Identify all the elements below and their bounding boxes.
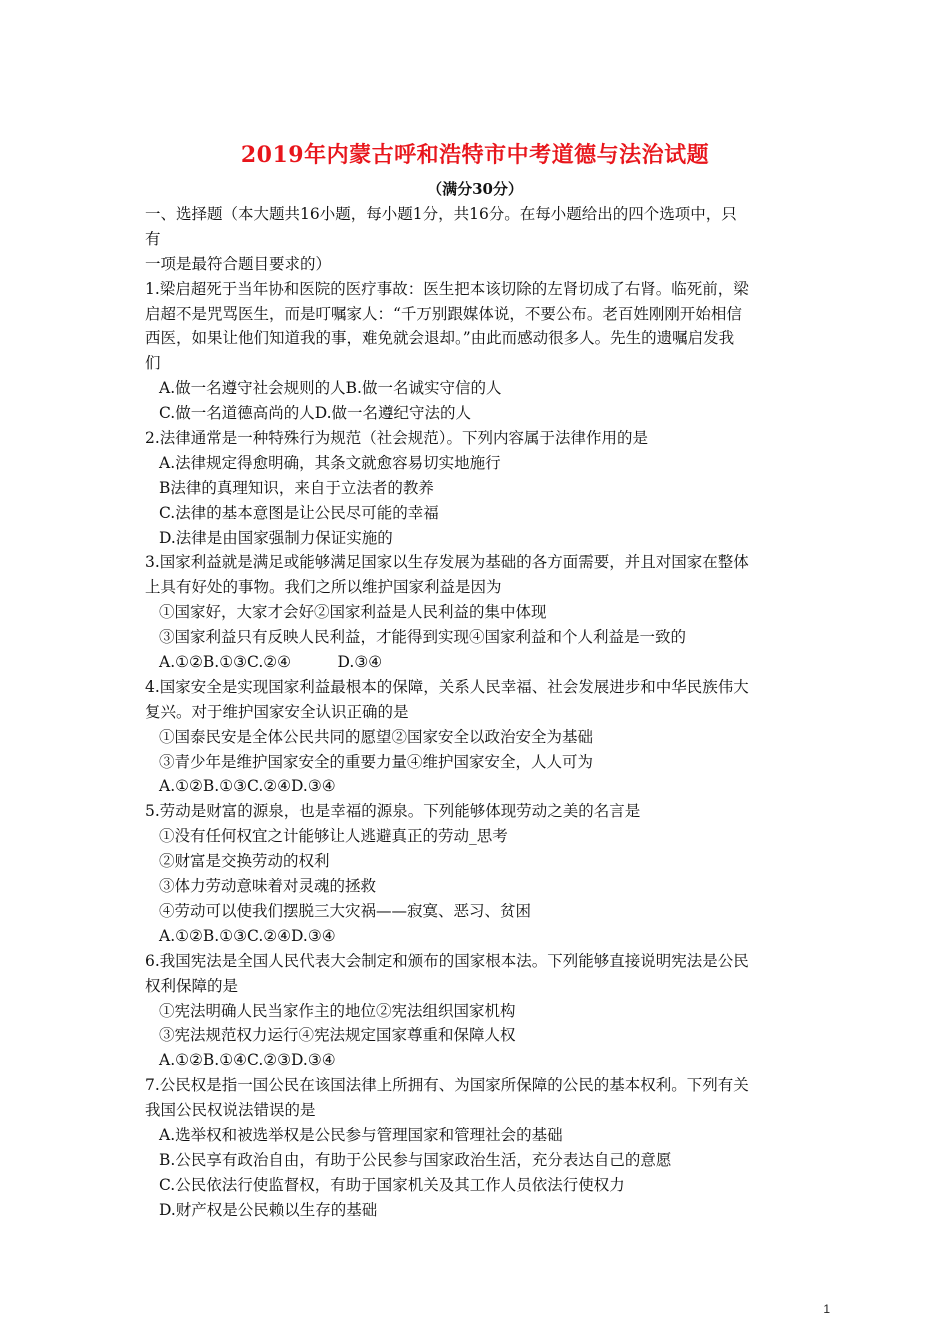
question-option-line: A.①②B.①③C.②④D.③④ [159, 777, 336, 796]
section-heading-line-3: 一项是最符合题目要求的） [145, 254, 332, 273]
question-option-line: A.选举权和被选举权是公民参与管理国家和管理社会的基础 [159, 1125, 563, 1144]
question-option-line: A.法律规定得愈明确，其条文就愈容易切实地施行 [159, 453, 501, 472]
question-option-line: ③青少年是维护国家安全的重要力量④维护国家安全，人人可为 [159, 752, 594, 771]
question-option-line: ③宪法规范权力运行④宪法规定国家尊重和保障人权 [159, 1026, 516, 1045]
question-option-line: ④劳动可以使我们摆脱三大灾祸——寂寞、恶习、贫困 [159, 901, 532, 920]
question-stem-line: 7.公民权是指一国公民在该国法律上所拥有、为国家所保障的公民的基本权利。下列有关 [145, 1076, 749, 1095]
question-option-line: A.①②B.①④C.②③D.③④ [159, 1051, 336, 1070]
question-stem-line: 2.法律通常是一种特殊行为规范（社会规范）。下列内容属于法律作用的是 [145, 429, 649, 448]
question-option-line: ②财富是交换劳动的权利 [159, 852, 330, 871]
question-stem-line: 上具有好处的事物。我们之所以维护国家利益是因为 [145, 578, 502, 597]
question-option-line: D.法律是由国家强制力保证实施的 [159, 528, 393, 547]
question-option-line: B法律的真理知识，来自于立法者的教养 [159, 478, 434, 497]
question-stem-line: 4.国家安全是实现国家利益最根本的保障，关系人民幸福、社会发展进步和中华民族伟大 [145, 677, 749, 696]
exam-score-note: （满分30分） [427, 180, 523, 198]
question-list [145, 277, 810, 1223]
question-stem-line: 5.劳动是财富的源泉，也是幸福的源泉。下列能够体现劳动之美的名言是 [145, 802, 641, 821]
section-heading-line-2: 有 [145, 229, 161, 248]
question-option-line: C.公民依法行使监督权，有助于国家机关及其工作人员依法行使权力 [159, 1175, 625, 1194]
question-option-line: ①没有任何权宜之计能够让人逃避真正的劳动_思考 [159, 827, 508, 846]
question-option-line: ①国家好，大家才会好②国家利益是人民利益的集中体现 [159, 603, 547, 622]
question-stem-line: 3.国家利益就是满足或能够满足国家以生存发展为基础的各方面需要，并且对国家在整体 [145, 553, 749, 572]
question-option-line: C.做一名道德高尚的人D.做一名遵纪守法的人 [159, 404, 472, 423]
question-stem-line: 6.我国宪法是全国人民代表大会制定和颁布的国家根本法。下列能够直接说明宪法是公民 [145, 951, 749, 970]
question-option-line: C.法律的基本意图是让公民尽可能的幸福 [159, 503, 439, 522]
question-option-line: B.公民享有政治自由，有助于公民参与国家政治生活，充分表达自己的意愿 [159, 1150, 672, 1169]
exam-title: 2019年内蒙古呼和浩特市中考道德与法治试题 [240, 142, 710, 168]
question-option-line: ③体力劳动意味着对灵魂的拯救 [159, 877, 377, 896]
question-option-line: A.①②B.①③C.②④D.③④ [159, 926, 336, 945]
question-block [145, 426, 810, 550]
question-block [145, 799, 810, 948]
question-option-line: ③国家利益只有反映人民利益，才能得到实现④国家利益和个人利益是一致的 [159, 628, 687, 647]
question-stem-line: 我国公民权说法错误的是 [145, 1101, 316, 1120]
question-block [145, 277, 810, 426]
question-stem-line: 启超不是咒骂医生，而是叮嘱家人：“千万别跟媒体说，不要公布。老百姓刚刚开始相信 [145, 304, 742, 323]
question-stem-line: 西医，如果让他们知道我的事，难免就会退却。”由此而感动很多人。先生的遗嘱启发我 [145, 329, 735, 348]
question-stem-line: 复兴。对于维护国家安全认识正确的是 [145, 702, 409, 721]
question-option-line: ①国泰民安是全体公民共同的愿望②国家安全以政治安全为基础 [159, 727, 594, 746]
question-stem-line: 权利保障的是 [145, 976, 239, 995]
question-stem-line: 1.梁启超死于当年协和医院的医疗事故：医生把本该切除的左肾切成了右肾。临死前，梁 [145, 279, 749, 298]
question-option-line: A.①②B.①③C.②④ D.③④ [159, 653, 383, 672]
question-option-line: ①宪法明确人民当家作主的地位②宪法组织国家机构 [159, 1001, 516, 1020]
section-heading-line-1: 一、选择题（本大题共16小题，每小题1分，共16分。在每小题给出的四个选项中，只 [145, 205, 737, 223]
question-block [145, 949, 810, 1073]
question-stem-line: 们 [145, 354, 161, 373]
question-block [145, 1073, 810, 1222]
page-number: 1 [823, 1302, 830, 1316]
question-block [145, 675, 810, 799]
question-option-line: A.做一名遵守社会规则的人B.做一名诚实守信的人 [159, 379, 502, 398]
question-option-line: D.财产权是公民赖以生存的基础 [159, 1200, 378, 1219]
question-block [145, 550, 810, 674]
exam-body [145, 202, 810, 1223]
